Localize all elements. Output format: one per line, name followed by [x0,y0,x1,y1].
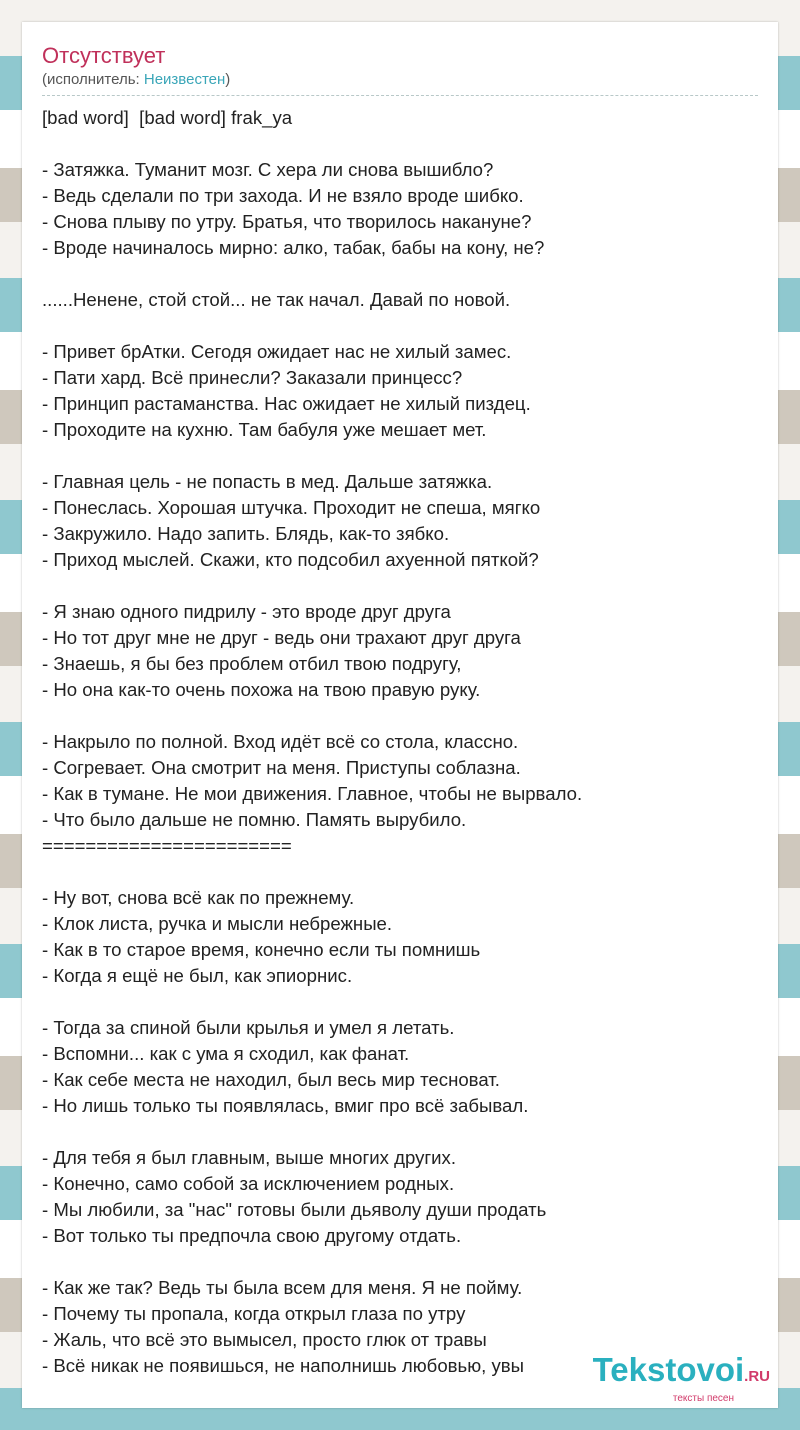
lyrics-line: - Мы любили, за "нас" готовы были дьяволу души продать [42,1199,547,1220]
logo-tld: .RU [744,1368,770,1385]
lyrics-blank-line [42,703,758,729]
lyrics-blank-line [42,261,758,287]
lyrics-line: - Клок листа, ручка и мысли небрежные. [42,913,393,934]
artist-suffix: ) [225,71,231,88]
lyrics-blank-line [42,1119,758,1145]
lyrics-card [22,22,778,1408]
lyrics-blank-line [42,443,758,469]
lyrics-line: - Жаль, что всё это вымысел, просто глюк от травы [42,1329,487,1350]
lyrics-blank-line [42,1249,758,1275]
lyrics-text [42,105,758,1379]
lyrics-line: - Принцип растаманства. Нас ожидает не хилый пиздец. [42,393,531,414]
logo-wordmark [593,1353,770,1394]
lyrics-line: - Проходите на кухню. Там бабуля уже мешает мет. [42,419,487,440]
lyrics-line: - Знаешь, я бы без проблем отбил твою подругу, [42,653,462,674]
lyrics-line: - Что было дальше не помню. Память вырубило. [42,809,467,830]
logo-name: Tekstovoi [592,1351,745,1388]
lyrics-line: - Вот только ты предпочла свою другому отдать. [42,1225,462,1246]
lyrics-line: - Для тебя я был главным, выше многих других. [42,1147,457,1168]
lyrics-blank-line [42,131,758,157]
lyrics-blank-line [42,859,758,885]
lyrics-line: - Понеслась. Хорошая штучка. Проходит не спеша, мягко [42,497,541,518]
lyrics-line: - Но лишь только ты появлялась, вмиг про всё забывал. [42,1095,529,1116]
lyrics-line: ======================= [42,835,292,856]
song-header [42,42,758,96]
lyrics-blank-line [42,989,758,1015]
artist-prefix: (исполнитель: [42,71,144,88]
song-meta [42,70,758,90]
lyrics-line: - Как себе места не находил, был весь мир тесноват. [42,1069,500,1090]
lyrics-line: - Но тот друг мне не друг - ведь они трахают друг друга [42,627,521,648]
lyrics-line: - Но она как-то очень похожа на твою правую руку. [42,679,481,700]
lyrics-line: - Конечно, само собой за исключением родных. [42,1173,455,1194]
lyrics-line: - Привет брАтки. Сегодя ожидает нас не хилый замес. [42,341,512,362]
lyrics-line: - Когда я ещё не был, как эпиорнис. [42,965,353,986]
lyrics-line: - Приход мыслей. Скажи, кто подсобил ахуенной пяткой? [42,549,539,570]
song-title: Отсутствует [42,43,166,68]
lyrics-line: - Тогда за спиной были крылья и умел я летать. [42,1017,455,1038]
lyrics-line: - Вспомни... как с ума я сходил, как фанат. [42,1043,410,1064]
lyrics-line: - Снова плыву по утру. Братья, что творилось накануне? [42,211,532,232]
lyrics-line: - Всё никак не появишься, не наполнишь любовью, увы [42,1355,525,1376]
lyrics-line: - Почему ты пропала, когда открыл глаза по утру [42,1303,466,1324]
lyrics-line: - Затяжка. Туманит мозг. С хера ли снова вышибло? [42,159,494,180]
lyrics-line: - Ведь сделали по три захода. И не взяло вроде шибко. [42,185,524,206]
lyrics-line: - Согревает. Она смотрит на меня. Приступы соблазна. [42,757,521,778]
lyrics-line: [bad word] [bad word] frak_ya [42,107,293,128]
lyrics-line: ......Нененe, стой стой... не так начал. Давай по новой. [42,289,511,310]
lyrics-line: - Пати хард. Всё принесли? Заказали принцесс? [42,367,463,388]
lyrics-line: - Как в то старое время, конечно если ты помнишь [42,939,481,960]
lyrics-line: - Как в тумане. Не мои движения. Главное, чтобы не вырвало. [42,783,583,804]
logo-tagline: тексты песен [672,1393,734,1404]
lyrics-line: - Как же так? Ведь ты была всем для меня. Я не пойму. [42,1277,523,1298]
site-logo[interactable] [593,1353,770,1404]
lyrics-line: - Накрыло по полной. Вход идёт всё со стола, классно. [42,731,519,752]
artist-link[interactable]: Неизвестен [143,71,226,88]
lyrics-line: - Вроде начиналось мирно: алко, табак, бабы на кону, не? [42,237,545,258]
lyrics-blank-line [42,313,758,339]
lyrics-line: - Я знаю одного пидрилу - это вроде друг друга [42,601,451,622]
lyrics-line: - Главная цель - не попасть в мед. Дальше затяжка. [42,471,493,492]
lyrics-line: - Закружило. Надо запить. Блядь, как-то зябко. [42,523,450,544]
lyrics-blank-line [42,573,758,599]
lyrics-line: - Ну вот, снова всё как по прежнему. [42,887,355,908]
